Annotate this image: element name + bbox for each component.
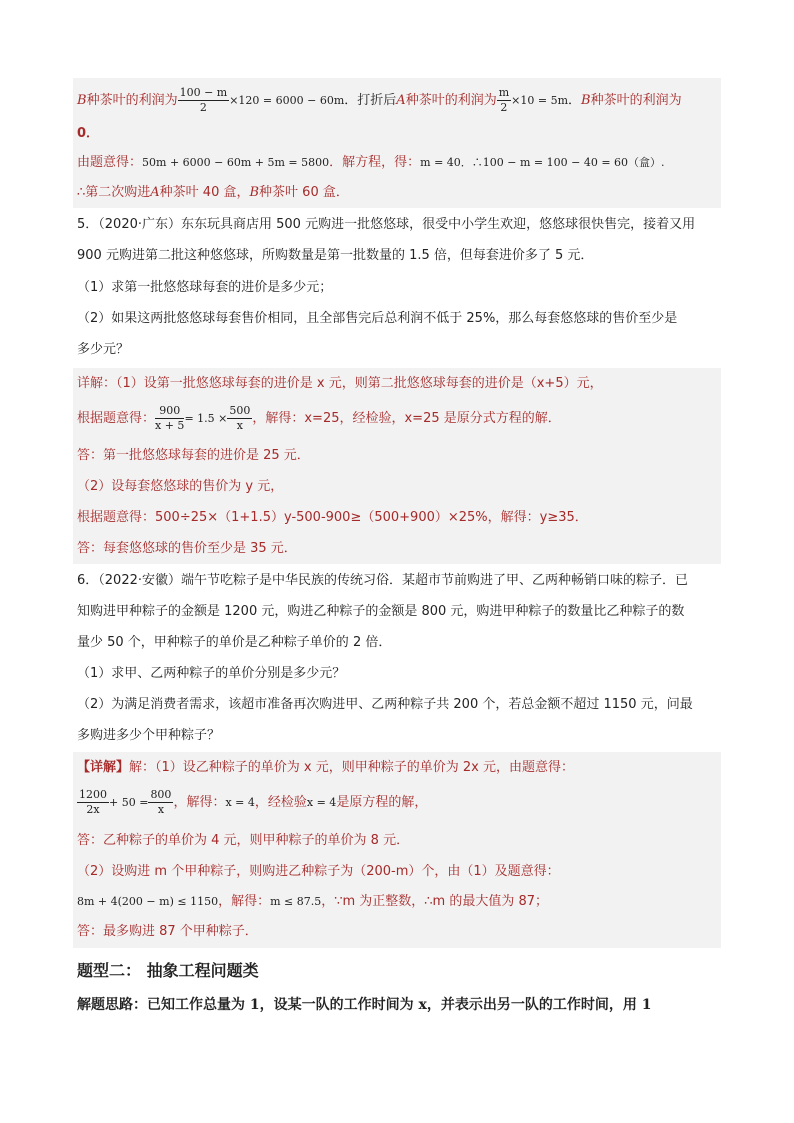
q6-line-5: （2）为满足消费者需求，该超市准备再次购进甲、乙两种粽子共 200 个，若总金额不超过 1150 元，问最 xyxy=(77,697,693,712)
q6-answer-5: 8m + 4(200 − m) ≤ 1150，解得：m ≤ 87.5，∵m 为正整数，∴m 的最大值为 87； xyxy=(77,894,549,909)
q6-line-4: （1）求甲、乙两种粽子的单价分别是多少元？ xyxy=(77,666,346,681)
section-tip: 解题思路：已知工作总量为 1，设某一队的工作时间为 x，并表示出另一队的工作时间，用 1 xyxy=(77,997,652,1013)
answer-block-5 xyxy=(73,368,721,564)
q5-answer-2: 根据题意得： $\frac{900}{x + 5}$ = 1.5 × $\frac{500}{x}$ ，解得：x=25，经检验，x=25 是原分式方程的解． xyxy=(77,404,561,432)
q6-answer-4: （2）设购进 m 个甲种粽子，则购进乙种粽子为（200-m）个，由（1）及题意得： xyxy=(77,864,560,879)
q5-line-5: 多少元？ xyxy=(77,342,130,357)
answer-4-line-3: 由题意得：50m + 6000 − 60m + 5m = 5800．解方程，得：m = 40．∴100 − m = 100 − 40 = 60（盒）. xyxy=(77,155,665,170)
q6-line-3: 量少 50 个，甲种粽子的单价是乙种粽子单价的 2 倍． xyxy=(77,635,392,650)
q6-line-1: 6．（2022·安徽）端午节吃粽子是中华民族的传统习俗．某超市节前购进了甲、乙两种畅销口味的粽子．已 xyxy=(77,573,688,588)
answer-4-line-4: ∴第二次购进A种茶叶 40 盒，B种茶叶 60 盒． xyxy=(77,185,349,200)
q6-line-6: 多购进多少个甲种粽子？ xyxy=(77,728,221,743)
q5-answer-4: （2）设每套悠悠球的售价为 y 元， xyxy=(77,479,284,494)
q5-answer-6: 答：每套悠悠球的售价至少是 35 元． xyxy=(77,541,297,556)
answer-4-line-1: B种茶叶的利润为 $\frac{100 - m}{2}$ ×120 = 6000 − 60m．打折后A种茶叶的利润为 $\frac{m}{2}$ ×10 = 5m．B种茶叶的利润为 xyxy=(77,86,682,114)
answer-4-line-2: 0． xyxy=(77,126,100,141)
q5-line-4: （2）如果这两批悠悠球每套售价相同，且全部售完后总利润不低于 25%，那么每套悠悠球的售价至少是 xyxy=(77,311,678,326)
q6-answer-2: $\frac{1200}{2x}$ + 50 = $\frac{800}{x}$ ，解得：x = 4，经检验x = 4是原方程的解， xyxy=(79,788,428,816)
fraction: $\frac{100 - m}{2}$ xyxy=(179,86,228,114)
q5-line-3: （1）求第一批悠悠球每套的进价是多少元； xyxy=(77,280,333,295)
q5-answer-3: 答：第一批悠悠球每套的进价是 25 元． xyxy=(77,448,310,463)
q5-line-1: 5．（2020·广东）东东玩具商店用 500 元购进一批悠悠球，很受中小学生欢迎，悠悠球很快售完，接着又用 xyxy=(77,217,696,232)
q6-answer-6: 答：最多购进 87 个甲种粽子． xyxy=(77,924,258,939)
q5-line-2: 900 元购进第二批这种悠悠球，所购数量是第一批数量的 1.5 倍，但每套进价多了 5 元． xyxy=(77,248,594,263)
q6-answer-1: 【详解】解：（1）设乙种粽子的单价为 x 元，则甲种粽子的单价为 2x 元，由题意得： xyxy=(77,760,574,775)
q5-answer-1: 详解：（1）设第一批悠悠球每套的进价是 x 元，则第二批悠悠球每套的进价是（x+5）元， xyxy=(77,376,603,391)
section-title: 题型二： 抽象工程问题类 xyxy=(77,961,259,980)
q5-answer-5: 根据题意得：500÷25×（1+1.5）y-500-900≥（500+900）×25%，解得：y≥35． xyxy=(77,510,588,525)
q6-line-2: 知购进甲种粽子的金额是 1200 元，购进乙种粽子的金额是 800 元，购进甲种粽子的数量比乙种粽子的数 xyxy=(77,604,685,619)
q6-answer-3: 答：乙种粽子的单价为 4 元，则甲种粽子的单价为 8 元． xyxy=(77,833,410,848)
